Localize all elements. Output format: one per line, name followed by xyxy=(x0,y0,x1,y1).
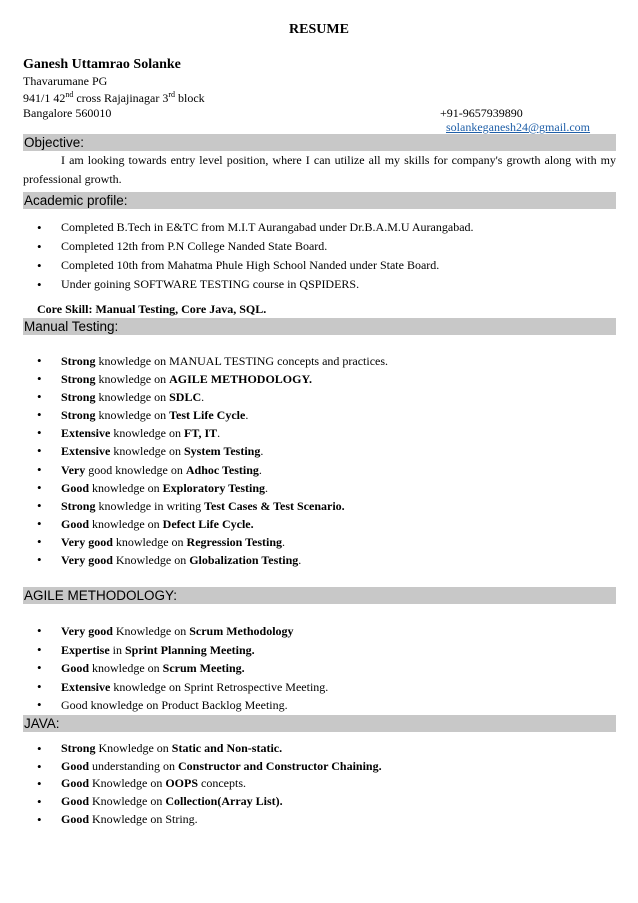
list-item: • Completed 10th from Mahatma Phule High School Nanded under State Board. xyxy=(0,256,474,275)
java-list xyxy=(0,740,382,829)
list-item: • Good understanding on Constructor and Constructor Chaining. xyxy=(0,758,382,776)
objective-heading: Objective: xyxy=(23,134,616,151)
manual-testing-heading: Manual Testing: xyxy=(23,318,616,335)
java-heading: JAVA: xyxy=(23,715,616,732)
list-item: • Strong knowledge on MANUAL TESTING concepts and practices. xyxy=(0,352,388,370)
list-item: • Extensive knowledge on Sprint Retrospective Meeting. xyxy=(0,678,328,697)
address-line-1: Thavarumane PG xyxy=(23,74,108,88)
agile-list xyxy=(0,622,328,715)
address-line-3: Bangalore 560010 xyxy=(23,106,112,120)
list-item: • Good Knowledge on Collection(Array List). xyxy=(0,793,382,811)
list-item: • Very good knowledge on Regression Testing. xyxy=(0,533,388,551)
academic-heading: Academic profile: xyxy=(23,192,616,209)
list-item: • Very good Knowledge on Globalization Testing. xyxy=(0,551,388,569)
document-title: RESUME xyxy=(289,22,349,37)
list-item: • Completed B.Tech in E&TC from M.I.T Aurangabad under Dr.B.A.M.U Aurangabad. xyxy=(0,218,474,237)
phone-number: +91-9657939890 xyxy=(440,106,523,120)
list-item: • Strong knowledge in writing Test Cases & Test Scenario. xyxy=(0,497,388,515)
list-item: • Under goining SOFTWARE TESTING course in QSPIDERS. xyxy=(0,275,474,294)
list-item: • Good knowledge on Product Backlog Meeting. xyxy=(0,696,328,715)
email-link[interactable]: solankeganesh24@gmail.com xyxy=(446,120,591,134)
academic-list xyxy=(0,218,474,294)
list-item: • Strong knowledge on SDLC. xyxy=(0,388,388,406)
list-item: • Completed 12th from P.N College Nanded State Board. xyxy=(0,237,474,256)
list-item: • Strong knowledge on AGILE METHODOLOGY. xyxy=(0,370,388,388)
list-item: • Very good knowledge on Adhoc Testing. xyxy=(0,461,388,479)
list-item: • Very good Knowledge on Scrum Methodology xyxy=(0,622,328,641)
list-item: • Good Knowledge on OOPS concepts. xyxy=(0,775,382,793)
list-item: • Good Knowledge on String. xyxy=(0,811,382,829)
list-item: • Good knowledge on Exploratory Testing. xyxy=(0,479,388,497)
agile-heading: AGILE METHODOLOGY: xyxy=(23,587,616,604)
list-item: • Expertise in Sprint Planning Meeting. xyxy=(0,641,328,660)
objective-text: I am looking towards entry level position, where I can utilize all my skills for company's growth along with my professional growth. xyxy=(23,153,616,186)
candidate-name: Ganesh Uttamrao Solanke xyxy=(23,57,181,72)
list-item: • Good knowledge on Scrum Meeting. xyxy=(0,659,328,678)
manual-testing-list xyxy=(0,352,388,569)
core-skill: Core Skill: Manual Testing, Core Java, SQL. xyxy=(37,302,267,316)
list-item: • Extensive knowledge on FT, IT. xyxy=(0,424,388,442)
list-item: • Extensive knowledge on System Testing. xyxy=(0,442,388,460)
address-line-2: 941/1 42nd cross Rajajinagar 3rd block xyxy=(23,90,205,105)
list-item: • Strong Knowledge on Static and Non-static. xyxy=(0,740,382,758)
list-item: • Strong knowledge on Test Life Cycle. xyxy=(0,406,388,424)
list-item: • Good knowledge on Defect Life Cycle. xyxy=(0,515,388,533)
